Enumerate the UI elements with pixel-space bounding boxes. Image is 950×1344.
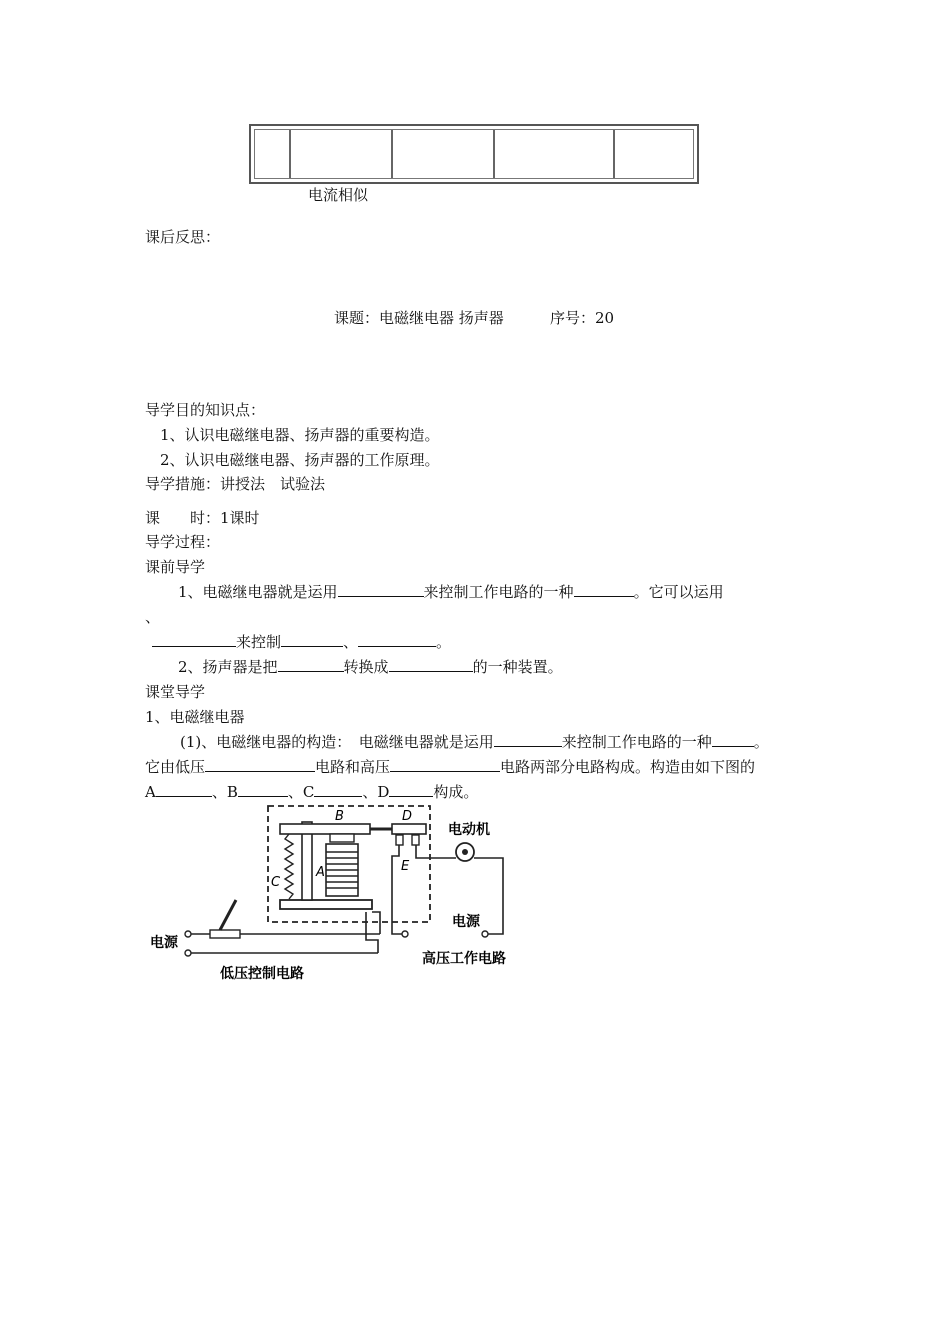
switch-lever [220, 900, 236, 930]
label-low-circuit: 低压控制电路 [220, 966, 304, 982]
fill-blank[interactable] [390, 756, 500, 772]
label-motor: 电动机 [448, 822, 490, 838]
label-power-right: 电源 [452, 914, 480, 930]
in-q1-text: 。 [753, 733, 769, 751]
lesson-serial: 序号：20 [550, 309, 615, 327]
in-q1-text: (1)、电磁继电器的构造： 电磁继电器就是运用 [180, 733, 494, 751]
fill-blank[interactable] [389, 656, 473, 672]
table-caption: 电流相似 [308, 186, 369, 204]
pre-q1-mark: 、 [145, 608, 161, 626]
pre-q1-text: 、 [343, 633, 359, 651]
in-q1-line2 [145, 756, 755, 777]
pre-q1-text: 来控制工作电路的一种 [423, 583, 574, 601]
pre-q1-line1 [178, 581, 724, 602]
contact-bar [392, 824, 426, 834]
in-q1-text: 电路和高压 [315, 758, 391, 776]
lesson-topic: 课题：电磁继电器 扬声器 [334, 309, 504, 327]
terminal [482, 931, 488, 937]
fill-blank[interactable] [314, 781, 362, 797]
pre-q1-line2 [152, 631, 451, 652]
terminal [185, 931, 191, 937]
contact-point [396, 835, 403, 845]
fill-blank[interactable] [712, 731, 754, 747]
hours-line [145, 507, 260, 528]
reflection-label: 课后反思： [145, 228, 221, 246]
motor-center [462, 849, 468, 855]
in-q1-text: 、C [287, 783, 315, 801]
fill-blank[interactable] [238, 781, 288, 797]
pre-q1-text: 。 [436, 633, 452, 651]
pre-q2-text: 转换成 [343, 658, 389, 676]
pre-q1-text: 来控制 [236, 633, 282, 651]
fill-blank[interactable] [494, 731, 562, 747]
objective-item: 2、认识电磁继电器、扬声器的工作原理。 [160, 451, 440, 469]
hours-label: 课 时： [145, 509, 221, 527]
in-q1-line1 [180, 731, 769, 752]
in-q1-text: 、B [211, 783, 238, 801]
label-E: E [401, 859, 410, 874]
table-divider [613, 130, 615, 178]
label-C: C [271, 875, 281, 890]
pre-class-heading: 课前导学 [145, 558, 206, 576]
pre-q2-text: 2、扬声器是把 [178, 658, 278, 676]
pre-q1-text: 。它可以运用 [633, 583, 724, 601]
wire [366, 912, 378, 953]
methods-line: 导学措施：讲授法 试验法 [145, 475, 326, 493]
fill-blank[interactable] [156, 781, 212, 797]
wire [416, 845, 456, 858]
top-table-inner [254, 129, 694, 179]
relay-spring [285, 834, 293, 899]
fill-blank[interactable] [281, 631, 343, 647]
objective-item: 1、认识电磁继电器、扬声器的重要构造。 [160, 426, 440, 444]
label-high-circuit: 高压工作电路 [422, 951, 506, 967]
in-q1-text: 、D [362, 783, 390, 801]
in-q1-text: 电路两部分电路构成。构造由如下图的 [500, 758, 756, 776]
terminal [185, 950, 191, 956]
top-table [249, 124, 699, 184]
fill-blank[interactable] [278, 656, 344, 672]
in-q1-text: 它由低压 [145, 758, 206, 776]
table-divider [289, 130, 291, 178]
label-A: A [316, 865, 325, 880]
label-B: B [335, 809, 344, 824]
in-q1-line3 [145, 781, 478, 802]
fill-blank[interactable] [205, 756, 315, 772]
objectives-heading: 导学目的知识点： [145, 401, 266, 419]
in-q1-text: 构成。 [433, 783, 479, 801]
table-divider [493, 130, 495, 178]
label-power-left: 电源 [150, 935, 178, 951]
label-D: D [402, 809, 413, 824]
fill-blank[interactable] [338, 581, 424, 597]
contact-point [412, 835, 419, 845]
fill-blank[interactable] [574, 581, 634, 597]
pre-q2-text: 的一种装置。 [472, 658, 563, 676]
table-divider [391, 130, 393, 178]
in-q1-text: 来控制工作电路的一种 [561, 733, 712, 751]
fill-blank[interactable] [389, 781, 433, 797]
in-q1-text: A [145, 783, 156, 801]
wire [372, 912, 380, 934]
fill-blank[interactable] [358, 631, 436, 647]
in-class-heading: 课堂导学 [145, 683, 206, 701]
fill-blank[interactable] [152, 631, 236, 647]
coil-top [330, 834, 354, 842]
terminal [402, 931, 408, 937]
switch-base [210, 930, 240, 938]
hours-value: 1课时 [220, 509, 260, 527]
in-class-section: 1、电磁继电器 [145, 708, 245, 726]
process-heading: 导学过程： [145, 533, 221, 551]
pre-q2-line [178, 656, 563, 677]
pre-q1-text: 1、电磁继电器就是运用 [178, 583, 338, 601]
relay-diagram [140, 800, 530, 985]
relay-base [280, 900, 372, 909]
relay-armature [280, 824, 370, 834]
